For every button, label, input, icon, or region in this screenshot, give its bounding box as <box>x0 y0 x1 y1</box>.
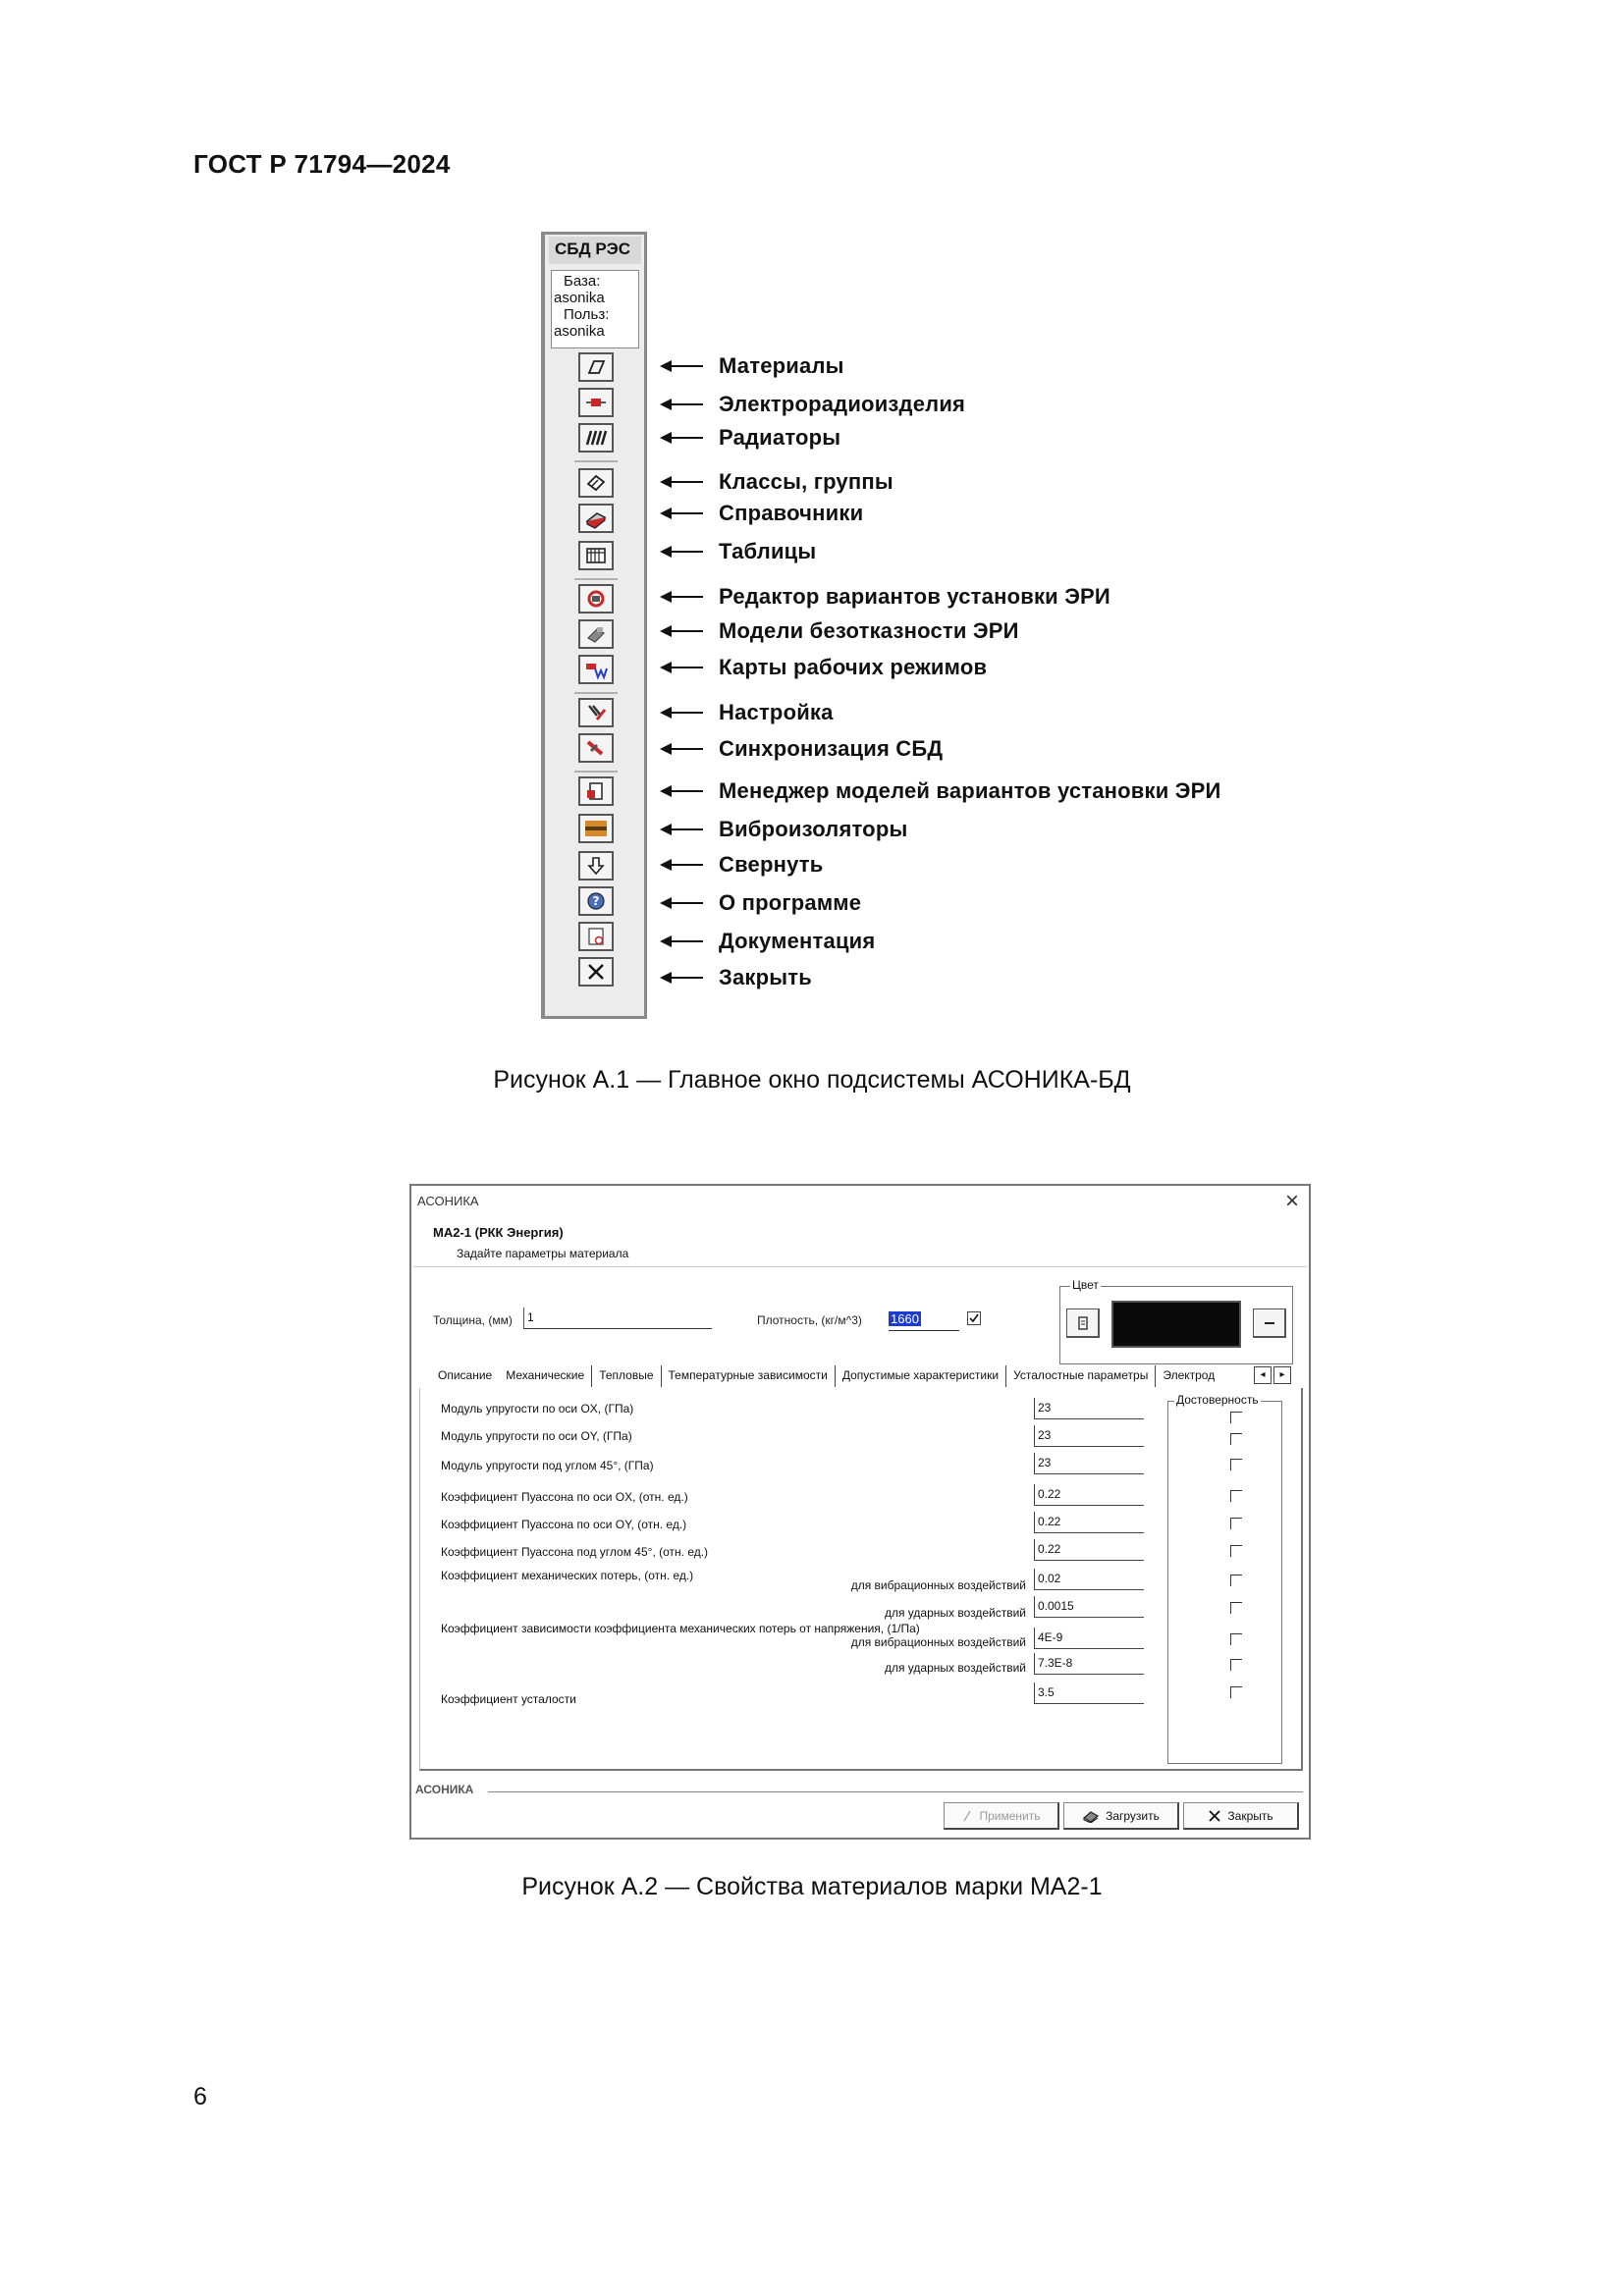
label-row-sync <box>660 736 943 762</box>
dialog-header-divider <box>413 1266 1307 1267</box>
table-icon <box>583 545 609 566</box>
label-text: Карты рабочих режимов <box>719 655 988 679</box>
arrow-left-icon <box>660 823 703 836</box>
arrow-left-icon <box>660 545 703 559</box>
param-label: Коэффициент усталости <box>441 1692 576 1706</box>
minus-icon <box>1263 1316 1276 1330</box>
tab-scroll-right-icon[interactable]: ▸ <box>1273 1366 1291 1384</box>
reliability-checkbox[interactable] <box>1230 1459 1242 1470</box>
param-label: Коэффициент Пуассона по оси OX, (отн. ед.) <box>441 1490 688 1504</box>
tab-fatigue-parameters[interactable]: Усталостные параметры <box>1006 1365 1156 1387</box>
param-label: Модуль упругости по оси OX, (ГПа) <box>441 1402 634 1415</box>
minimize-button[interactable] <box>578 851 614 881</box>
label-text: Синхронизация СБД <box>719 736 944 761</box>
tab-description[interactable]: Описание <box>438 1368 493 1382</box>
about-button[interactable] <box>578 886 614 916</box>
label-text: Настройка <box>719 700 834 724</box>
mount-editor-icon <box>583 588 609 610</box>
param-sublabel: для ударных воздействий <box>884 1606 1026 1620</box>
tab-thermal[interactable]: Тепловые <box>592 1365 661 1387</box>
classes-icon <box>583 472 609 494</box>
arrow-left-icon <box>660 624 703 638</box>
arrow-left-icon <box>660 858 703 872</box>
mount-editor-button[interactable] <box>578 584 614 614</box>
color-group <box>1059 1278 1293 1364</box>
mode-map-icon <box>583 659 609 680</box>
page-number: 6 <box>193 2083 207 2110</box>
label-text: Редактор вариантов установки ЭРИ <box>719 584 1110 609</box>
label-row-classes <box>660 469 893 495</box>
footer-brand: АСОНИКА <box>415 1783 474 1796</box>
label-text: Справочники <box>719 501 864 525</box>
reliability-models-button[interactable] <box>578 619 614 649</box>
arrow-left-icon <box>660 784 703 798</box>
color-group-label: Цвет <box>1072 1278 1099 1292</box>
documentation-button[interactable] <box>578 922 614 951</box>
component-icon <box>583 392 609 413</box>
checkmark-icon <box>968 1312 980 1324</box>
load-button-label: Загрузить <box>1106 1808 1160 1823</box>
radiator-icon <box>583 427 609 449</box>
label-row-model-manager <box>660 778 1221 804</box>
label-row-about <box>660 890 861 916</box>
label-row-reference-books <box>660 501 863 526</box>
param-sublabel: для вибрационных воздействий <box>850 1578 1026 1592</box>
vibration-isolator-icon <box>583 818 609 839</box>
load-button[interactable] <box>1063 1802 1179 1830</box>
model-manager-icon <box>583 780 609 802</box>
close-button[interactable] <box>1183 1802 1299 1830</box>
param-input[interactable]: 0.0015 <box>1034 1596 1144 1618</box>
user-label: Польз: <box>564 306 610 323</box>
density-label: Плотность, (кг/м^3) <box>757 1313 862 1327</box>
label-row-minimize <box>660 852 824 878</box>
param-label: Модуль упругости под углом 45°, (ГПа) <box>441 1459 654 1472</box>
label-text: Документация <box>719 929 876 953</box>
param-input[interactable]: 0.22 <box>1034 1539 1144 1561</box>
arrow-left-icon <box>660 507 703 520</box>
param-label: Коэффициент механических потерь, (отн. ед.) <box>441 1569 694 1582</box>
sync-button[interactable] <box>578 733 614 763</box>
arrow-left-icon <box>660 398 703 411</box>
arrow-left-icon <box>660 359 703 373</box>
label-text: Электрорадиоизделия <box>719 392 966 416</box>
reliability-checkbox[interactable] <box>1230 1602 1242 1614</box>
minimize-icon <box>583 855 609 877</box>
label-text: Виброизоляторы <box>719 817 908 841</box>
figure2-caption: Рисунок А.2 — Свойства материалов марки МА2-1 <box>521 1873 1103 1900</box>
param-sublabel: для вибрационных воздействий <box>850 1635 1026 1649</box>
label-text: Менеджер моделей вариантов установки ЭРИ <box>719 778 1221 803</box>
arrow-left-icon <box>660 590 703 604</box>
footer-divider <box>488 1791 1303 1792</box>
vibration-isolators-button[interactable] <box>578 814 614 843</box>
settings-icon <box>583 702 609 723</box>
figure1-caption: Рисунок А.1 — Главное окно подсистемы АСОНИКА-БД <box>493 1066 1131 1094</box>
reliability-checkbox[interactable] <box>1230 1412 1242 1423</box>
close-app-button[interactable] <box>578 957 614 987</box>
document-standard-header: ГОСТ Р 71794—2024 <box>193 149 451 179</box>
density-value: 1660 <box>891 1311 919 1326</box>
label-row-mode-maps <box>660 655 987 680</box>
dialog-subheading: Задайте параметры материала <box>457 1247 629 1260</box>
param-input[interactable]: 23 <box>1034 1398 1144 1419</box>
thickness-label: Толщина, (мм) <box>433 1313 513 1327</box>
label-text: Материалы <box>719 353 844 378</box>
reliability-checkbox[interactable] <box>1230 1545 1242 1557</box>
tab-electrical[interactable]: Электрод <box>1163 1368 1216 1382</box>
reliability-checkbox[interactable] <box>1230 1575 1242 1586</box>
reliability-checkbox[interactable] <box>1230 1490 1242 1502</box>
dialog-close-icon[interactable]: × <box>1284 1188 1299 1214</box>
reliability-checkbox[interactable] <box>1230 1633 1242 1645</box>
density-checkbox[interactable] <box>967 1311 981 1325</box>
label-row-documentation <box>660 929 875 954</box>
toolbar-separator <box>574 578 618 580</box>
load-icon <box>1082 1809 1100 1823</box>
tables-button[interactable] <box>578 541 614 570</box>
param-label: Коэффициент Пуассона под углом 45°, (отн. ед.) <box>441 1545 709 1559</box>
label-row-reliability-models <box>660 618 1019 644</box>
param-label: Коэффициент Пуассона по оси OY, (отн. ед.) <box>441 1518 687 1531</box>
label-text: О программе <box>719 890 862 915</box>
reliability-model-icon <box>583 623 609 645</box>
check-icon <box>961 1810 973 1822</box>
param-input[interactable]: 0.02 <box>1034 1569 1144 1590</box>
close-icon <box>1208 1809 1221 1823</box>
arrow-left-icon <box>660 971 703 985</box>
label-row-materials <box>660 353 844 379</box>
param-input[interactable]: 4E-9 <box>1034 1628 1144 1649</box>
label-row-tables <box>660 539 816 564</box>
param-input[interactable]: 23 <box>1034 1425 1144 1447</box>
tab-mechanical[interactable]: Механические <box>499 1365 592 1387</box>
reliability-group <box>1167 1393 1282 1764</box>
arrow-left-icon <box>660 706 703 720</box>
close-icon <box>583 961 609 983</box>
label-text: Радиаторы <box>719 425 841 450</box>
arrow-left-icon <box>660 431 703 445</box>
color-swatch <box>1111 1301 1241 1348</box>
svg-text:?: ? <box>592 894 600 908</box>
label-text: Классы, группы <box>719 469 893 494</box>
toolbar-separator <box>574 692 618 694</box>
document-icon <box>1076 1316 1090 1330</box>
label-row-settings <box>660 700 834 725</box>
arrow-left-icon <box>660 896 703 910</box>
dialog-window-title: АСОНИКА <box>417 1194 479 1208</box>
base-value: asonika <box>554 290 605 306</box>
sbd-toolbar-window <box>541 232 647 1019</box>
label-row-close <box>660 965 812 990</box>
material-properties-dialog <box>409 1184 1311 1840</box>
material-icon <box>583 356 609 378</box>
label-row-radiators <box>660 425 840 451</box>
reference-books-button[interactable] <box>578 504 614 533</box>
label-row-mount-editor <box>660 584 1110 610</box>
arrow-left-icon <box>660 475 703 489</box>
label-text: Модели безотказности ЭРИ <box>719 618 1019 643</box>
param-label: Модуль упругости по оси OY, (ГПа) <box>441 1429 632 1443</box>
label-text: Свернуть <box>719 852 824 877</box>
dialog-heading: МА2-1 (РКК Энергия) <box>433 1225 564 1240</box>
arrow-left-icon <box>660 742 703 756</box>
toolbar-separator <box>574 771 618 773</box>
tab-allowable-characteristics[interactable]: Допустимые характеристики <box>836 1365 1006 1387</box>
sync-icon <box>583 737 609 759</box>
thickness-input[interactable]: 1 <box>523 1308 712 1329</box>
mode-maps-button[interactable] <box>578 655 614 684</box>
param-label: Коэффициент зависимости коэффициента механических потерь от напряжения, (1/Па) <box>441 1622 920 1635</box>
classes-button[interactable] <box>578 468 614 498</box>
settings-button[interactable] <box>578 698 614 727</box>
base-label: База: <box>564 273 601 290</box>
user-value: asonika <box>554 323 605 340</box>
tab-temperature-dependencies[interactable]: Температурные зависимости <box>662 1365 836 1387</box>
color-clear-button[interactable] <box>1253 1308 1286 1338</box>
about-icon <box>583 890 609 912</box>
toolbar-connection-info <box>551 270 639 348</box>
density-underline <box>889 1330 959 1331</box>
arrow-left-icon <box>660 934 703 948</box>
tab-scroll-left-icon[interactable]: ◂ <box>1254 1366 1272 1384</box>
toolbar-separator <box>574 460 618 462</box>
model-manager-button[interactable] <box>578 776 614 806</box>
close-button-label: Закрыть <box>1227 1808 1273 1823</box>
components-button[interactable] <box>578 388 614 417</box>
apply-button[interactable] <box>944 1802 1059 1830</box>
reference-books-icon <box>583 507 609 529</box>
label-text: Закрыть <box>719 965 812 989</box>
param-input[interactable]: 23 <box>1034 1453 1144 1474</box>
apply-button-label: Применить <box>979 1808 1041 1823</box>
reliability-checkbox[interactable] <box>1230 1659 1242 1671</box>
param-input[interactable]: 7.3E-8 <box>1034 1653 1144 1675</box>
toolbar-title: СБД РЭС <box>549 237 641 264</box>
label-row-components <box>660 392 965 417</box>
materials-button[interactable] <box>578 352 614 382</box>
reliability-checkbox[interactable] <box>1230 1518 1242 1529</box>
param-input[interactable]: 3.5 <box>1034 1682 1144 1704</box>
tab-bar <box>431 1365 1215 1387</box>
reliability-checkbox[interactable] <box>1230 1433 1242 1445</box>
radiators-button[interactable] <box>578 423 614 453</box>
label-row-vibration-isolators <box>660 817 907 842</box>
param-input[interactable]: 0.22 <box>1034 1512 1144 1533</box>
param-sublabel: для ударных воздействий <box>884 1661 1026 1675</box>
color-pick-button[interactable] <box>1066 1308 1100 1338</box>
density-input[interactable] <box>887 1309 965 1331</box>
reliability-checkbox[interactable] <box>1230 1686 1242 1698</box>
documentation-icon <box>583 926 609 947</box>
reliability-group-label: Достоверность <box>1176 1393 1259 1407</box>
arrow-left-icon <box>660 661 703 674</box>
param-input[interactable]: 0.22 <box>1034 1484 1144 1506</box>
label-text: Таблицы <box>719 539 817 563</box>
